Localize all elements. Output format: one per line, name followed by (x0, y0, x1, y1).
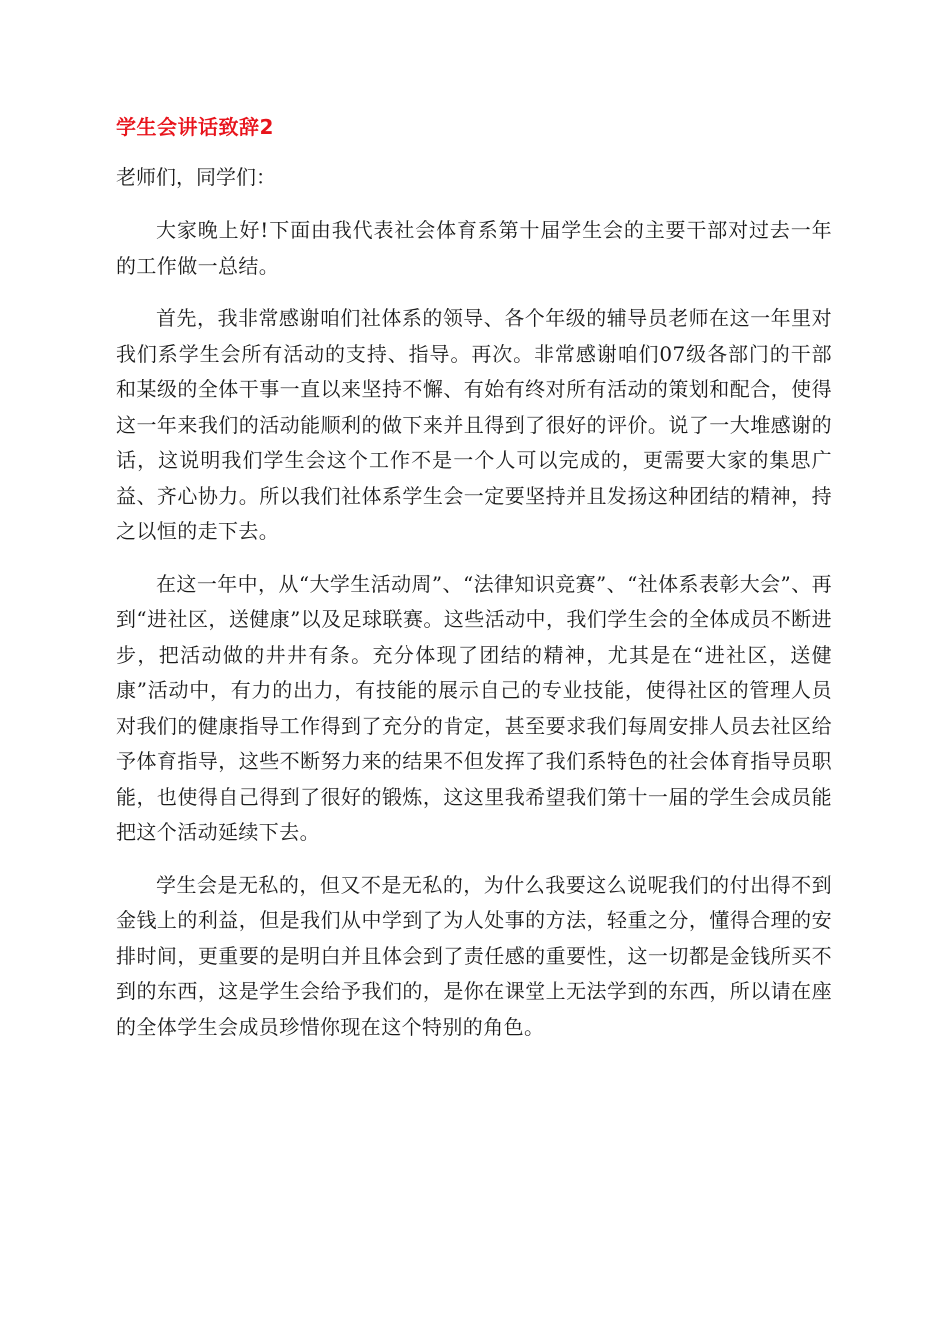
greeting-line: 老师们，同学们： (116, 165, 276, 189)
paragraph-activities: 在这一年中，从“大学生活动周”、“法律知识竞赛”、“社体系表彰大会”、再到“进社区，送健康”以及足球联赛。这些活动中，我们学生会的全体成员不断进步，把活动做的井井有条。充分体现了团结的精神，尤其是在“进社区，送健康”活动中，有力的出力，有技能的展示自己的专业技能，使得社区的管理人员对我们的健康指导工作得到了充分的肯定，甚至要求我们每周安排人员去社区给予体育指导，这些不断努力来的结果不但发挥了我们系特色的社会体育指导员职能，也使得自己得到了很好的锻炼，这这里我希望我们第十一届的学生会成员能把这个活动延续下去。 (116, 571, 832, 844)
paragraph-selflessness: 学生会是无私的，但又不是无私的，为什么我要这么说呢我们的付出得不到金钱上的利益，但是我们从中学到了为人处事的方法，轻重之分，懂得合理的安排时间，更重要的是明白并且体会到了责任感的重要性，这一切都是金钱所买不到的东西，这是学生会给予我们的，是你在课堂上无法学到的东西，所以请在座的全体学生会成员珍惜你现在这个特别的角色。 (116, 872, 832, 1039)
paragraph-intro: 大家晚上好!下面由我代表社会体育系第十届学生会的主要干部对过去一年的工作做一总结。 (116, 218, 832, 278)
document-title: 学生会讲话致辞2 (116, 115, 274, 139)
document-body (116, 112, 832, 1062)
paragraph-thanks: 首先，我非常感谢咱们社体系的领导、各个年级的辅导员老师在这一年里对我们系学生会所有活动的支持、指导。再次。非常感谢咱们07级各部门的干部和某级的全体干事一直以来坚持不懈、有始有终对所有活动的策划和配合，使得这一年来我们的活动能顺利的做下来并且得到了很好的评价。说了一大堆感谢的话，这说明我们学生会这个工作不是一个人可以完成的，更需要大家的集思广益、齐心协力。所以我们社体系学生会一定要坚持并且发扬这种团结的精神，持之以恒的走下去。 (116, 306, 832, 543)
